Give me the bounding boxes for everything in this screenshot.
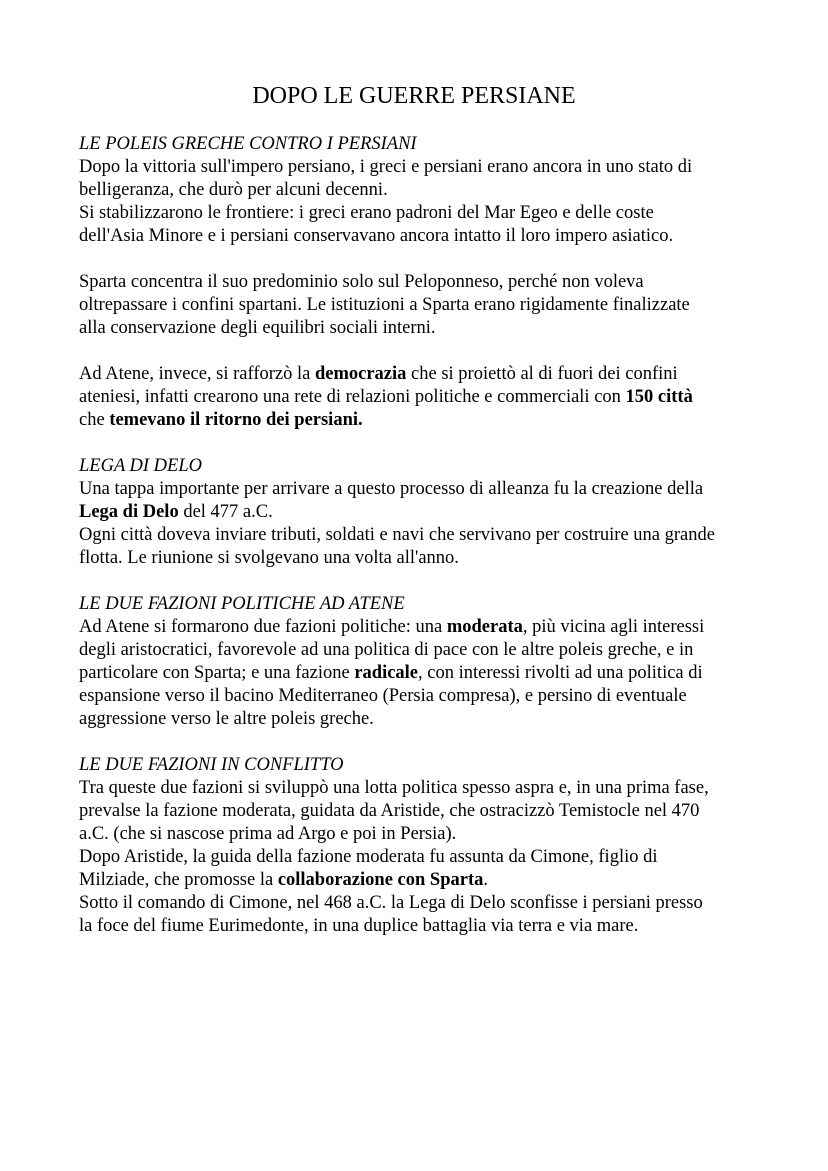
page-title: DOPO LE GUERRE PERSIANE <box>252 83 576 109</box>
text-line <box>79 501 769 524</box>
paragraph <box>79 271 769 340</box>
paragraph <box>79 616 769 731</box>
section-spacer <box>79 731 769 754</box>
text-run: Ad Atene, invece, si rafforzò la <box>79 364 315 384</box>
text-line: Si stabilizzarono le frontiere: i greci erano padroni del Mar Egeo e delle coste <box>79 203 654 223</box>
text-run: che <box>79 410 110 430</box>
paragraph-spacer <box>79 340 769 363</box>
text-run: , con interessi rivolti ad una politica di <box>418 663 703 683</box>
text-line: aggressione verso le altre poleis greche. <box>79 709 374 729</box>
text-line: Ogni città doveva inviare tributi, soldati e navi che servivano per costruire una grande <box>79 525 715 545</box>
paragraph <box>79 363 769 432</box>
section-heading: LE DUE FAZIONI POLITICHE AD ATENE <box>79 594 405 614</box>
text-line <box>79 869 769 892</box>
section-heading: LE POLEIS GRECHE CONTRO I PERSIANI <box>79 134 417 154</box>
text-run: . <box>483 870 488 890</box>
text-run: , più vicina agli interessi <box>522 617 705 637</box>
bold-term: democrazia <box>314 364 407 384</box>
text-line <box>79 409 769 432</box>
section-due-fazioni-politiche <box>79 593 769 731</box>
text-line: Dopo la vittoria sull'impero persiano, i greci e persiani erano ancora in uno stato di <box>79 157 693 177</box>
text-line: Tra queste due fazioni si sviluppò una lotta politica spesso aspra e, in una prima fase, <box>79 778 709 798</box>
text-run: Ad Atene si formarono due fazioni politiche: una <box>79 617 447 637</box>
section-poleis-greche <box>79 133 769 432</box>
text-line: oltrepassare i confini spartani. Le istituzioni a Sparta erano rigidamente finalizzate <box>79 295 690 315</box>
paragraph <box>79 777 769 938</box>
paragraph <box>79 156 769 248</box>
text-line: Dopo Aristide, la guida della fazione moderata fu assunta da Cimone, figlio di <box>79 847 658 867</box>
paragraph <box>79 478 769 570</box>
bold-term: radicale <box>354 663 419 683</box>
paragraph-spacer <box>79 248 769 271</box>
text-run: del 477 a.C. <box>178 502 273 522</box>
bold-term: temevano il ritorno dei persiani. <box>109 410 363 430</box>
text-line: Sotto il comando di Cimone, nel 468 a.C. la Lega di Delo sconfisse i persiani presso <box>79 893 703 913</box>
bold-term: moderata <box>446 617 523 637</box>
text-line: Sparta concentra il suo predominio solo sul Peloponneso, perché non voleva <box>79 272 644 292</box>
section-heading: LEGA DI DELO <box>79 456 202 476</box>
bold-term: 150 città <box>625 387 693 407</box>
text-line: la foce del fiume Eurimedonte, in una duplice battaglia via terra e via mare. <box>79 916 639 936</box>
bold-term: collaborazione con Sparta <box>277 870 484 890</box>
text-line <box>79 386 769 409</box>
text-run: ateniesi, infatti crearono una rete di relazioni politiche e commerciali con <box>79 387 626 407</box>
text-line: Una tappa importante per arrivare a questo processo di alleanza fu la creazione della <box>79 479 704 499</box>
text-line: dell'Asia Minore e i persiani conservavano ancora intatto il loro impero asiatico. <box>79 226 674 246</box>
text-line: prevalse la fazione moderata, guidata da Aristide, che ostracizzò Temistocle nel 470 <box>79 801 700 821</box>
section-spacer <box>79 570 769 593</box>
bold-term: Lega di Delo <box>79 502 179 522</box>
text-line <box>79 363 769 386</box>
text-line: espansione verso il bacino Mediterraneo (Persia compresa), e persino di eventuale <box>79 686 687 706</box>
text-run: Milziade, che promosse la <box>79 870 278 890</box>
text-line <box>79 616 769 639</box>
section-fazioni-in-conflitto <box>79 754 769 938</box>
section-lega-di-delo <box>79 455 769 570</box>
document-body <box>79 133 769 938</box>
text-line <box>79 662 769 685</box>
text-line: belligeranza, che durò per alcuni decenni. <box>79 180 388 200</box>
text-line: a.C. (che si nascose prima ad Argo e poi in Persia). <box>79 824 457 844</box>
text-line: alla conservazione degli equilibri sociali interni. <box>79 318 436 338</box>
section-spacer <box>79 432 769 455</box>
text-run: particolare con Sparta; e una fazione <box>79 663 355 683</box>
text-run: che si proiettò al di fuori dei confini <box>406 364 678 384</box>
text-line: degli aristocratici, favorevole ad una politica di pace con le altre poleis greche, e in <box>79 640 694 660</box>
text-line: flotta. Le riunione si svolgevano una volta all'anno. <box>79 548 459 568</box>
section-heading: LE DUE FAZIONI IN CONFLITTO <box>79 755 344 775</box>
